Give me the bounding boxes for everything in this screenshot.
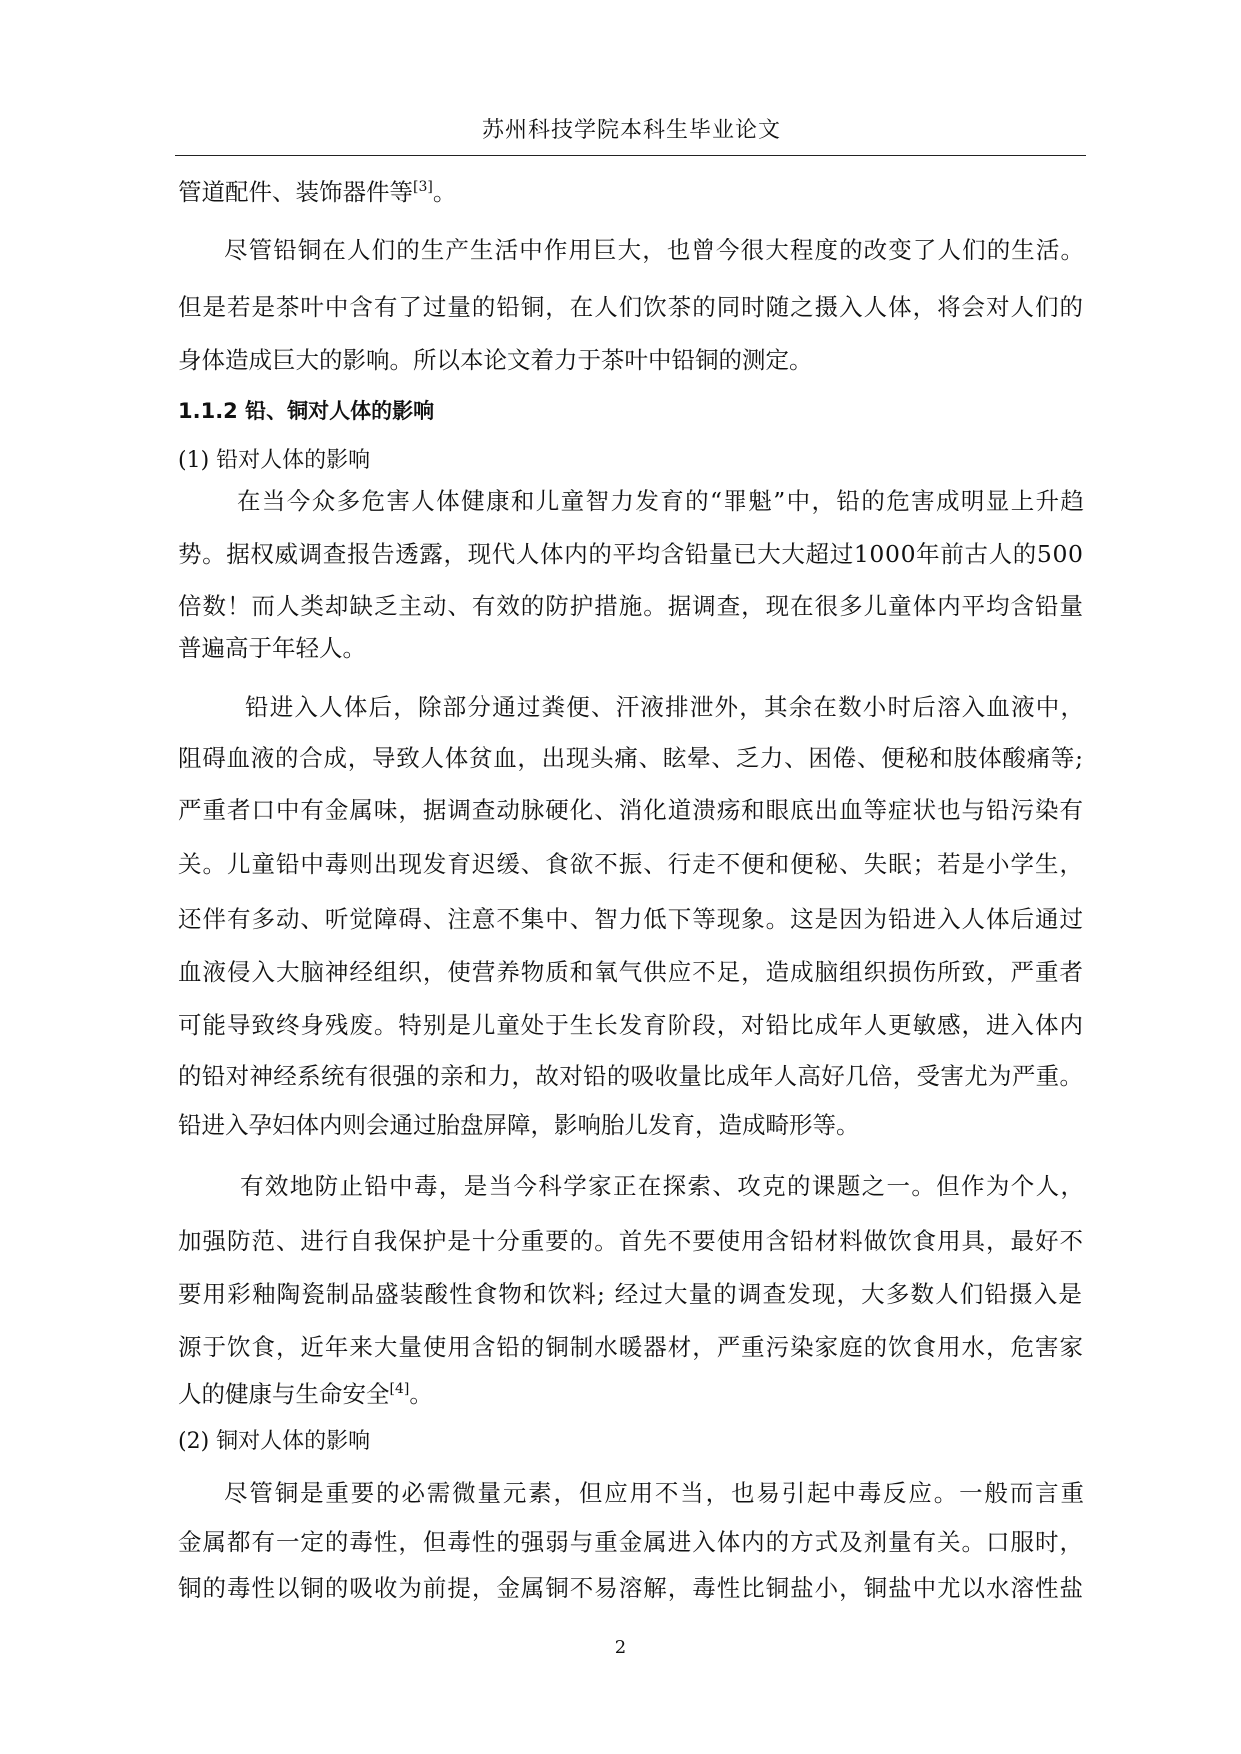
text-line: 倍数！而人类却缺乏主动、有效的防护措施。据调查，现在很多儿童体内平均含铅量 [178,592,1084,620]
text-line: 尽管铜是重要的必需微量元素，但应用不当，也易引起中毒反应。一般而言重 [224,1479,1086,1507]
subsection-label: (2) 铜对人体的影响 [178,1429,371,1454]
text: 管道配件、装饰器件等 [178,178,413,206]
text-line: 势。据权威调查报告透露，现代人体内的平均含铅量已大大超过1000年前古人的500 [178,540,1084,568]
running-header: 苏州科技学院本科生毕业论文 [481,118,781,143]
section-heading: 1.1.2 铅、铜对人体的影响 [178,399,435,423]
text-line: 血液侵入大脑神经组织，使营养物质和氧气供应不足，造成脑组织损伤所致，严重者 [178,958,1084,986]
page-number: 2 [614,1637,627,1658]
text-line: 的铅对神经系统有很强的亲和力，故对铅的吸收量比成年人高好几倍，受害尤为严重。 [178,1062,1084,1090]
text-line [178,1377,1083,1411]
text-line: 但是若是茶叶中含有了过量的铅铜，在人们饮茶的同时随之摄入人体，将会对人们的 [178,293,1084,321]
text: 。 [432,178,457,206]
subsection-label: (1) 铅对人体的影响 [178,448,371,473]
text-line: 铜的毒性以铜的吸收为前提，金属铜不易溶解，毒性比铜盐小，铜盐中尤以水溶性盐 [178,1574,1084,1602]
text-line: 阻碍血液的合成，导致人体贫血，出现头痛、眩晕、乏力、困倦、便秘和肢体酸痛等; [178,744,1084,772]
text-line [178,175,1083,209]
text-line: 在当今众多危害人体健康和儿童智力发育的“罪魁”中，铅的危害成明显上升趋 [237,487,1086,515]
text-line: 还伴有多动、听觉障碍、注意不集中、智力低下等现象。这是因为铅进入人体后通过 [178,905,1084,933]
text-line: 尽管铅铜在人们的生产生活中作用巨大，也曾今很大程度的改变了人们的生活。 [224,236,1086,264]
text-line: 普遍高于年轻人。 [178,634,366,662]
citation-ref: [3] [413,179,433,196]
text-line: 铅进入人体后，除部分通过粪便、汗液排泄外，其余在数小时后溶入血液中， [245,693,1086,721]
text-line: 有效地防止铅中毒，是当今科学家正在探索、攻克的课题之一。但作为个人， [240,1172,1086,1200]
citation-ref: [4] [389,1381,410,1398]
text: 。 [409,1380,433,1408]
text-line: 源于饮食，近年来大量使用含铅的铜制水暖器材，严重污染家庭的饮食用水，危害家 [178,1333,1084,1361]
text-line: 金属都有一定的毒性，但毒性的强弱与重金属进入体内的方式及剂量有关。口服时， [178,1528,1084,1556]
text-line: 可能导致终身残废。特别是儿童处于生长发育阶段，对铅比成年人更敏感，进入体内 [178,1011,1084,1039]
text-line: 关。儿童铅中毒则出现发育迟缓、食欲不振、行走不便和便秘、失眠；若是小学生， [178,850,1084,878]
text-line: 铅进入孕妇体内则会通过胎盘屏障，影响胎儿发育，造成畸形等。 [178,1111,860,1139]
text-line: 要用彩釉陶瓷制品盛装酸性食物和饮料; 经过大量的调查发现，大多数人们铅摄入是 [178,1280,1083,1308]
text-line: 身体造成巨大的影响。所以本论文着力于茶叶中铅铜的测定。 [178,346,813,374]
header-rule [175,155,1086,156]
text-line: 加强防范、进行自我保护是十分重要的。首先不要使用含铅材料做饮食用具，最好不 [178,1227,1084,1255]
text-line: 严重者口中有金属味，据调查动脉硬化、消化道溃疡和眼底出血等症状也与铅污染有 [178,796,1084,824]
text: 人的健康与生命安全 [178,1380,390,1408]
